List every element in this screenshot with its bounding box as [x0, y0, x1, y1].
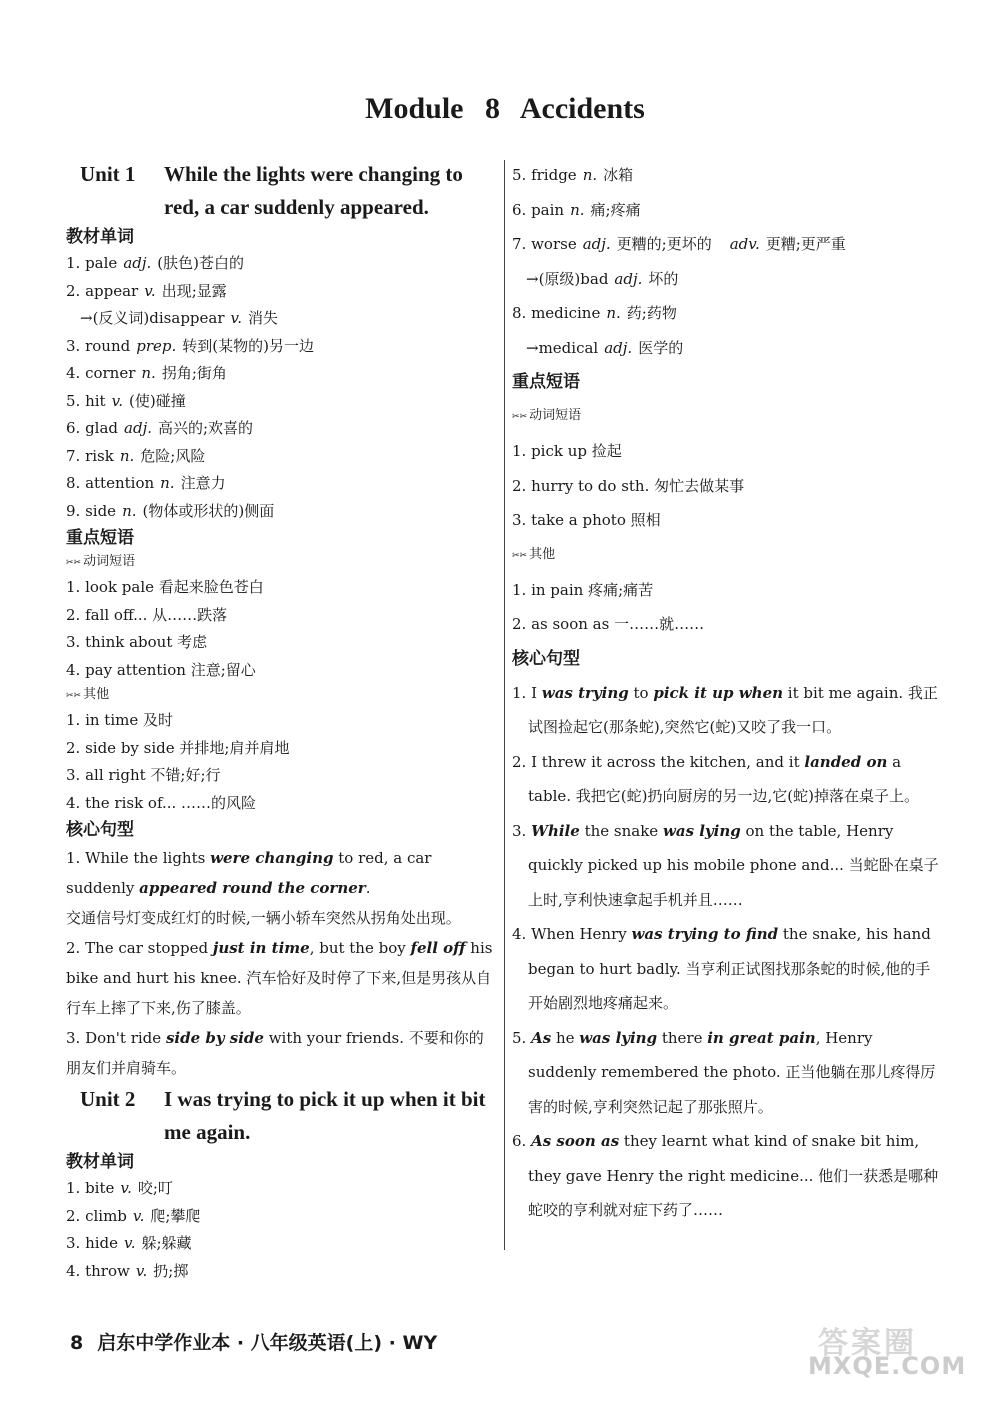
- phrase-item: 2. side by side 并排地;肩并肩地: [66, 738, 290, 757]
- vocab-item: 9. side n. (物体或形状的)侧面: [66, 501, 275, 520]
- bullet-marker-icon: ✂✂: [512, 550, 528, 561]
- page-footer: [70, 1328, 437, 1355]
- unit1-vocab-list: [66, 250, 498, 525]
- sentence-item: 4. When Henry was trying to find the snake, his hand began to hurt badly. 当亨利正试图找那条蛇的时候,他的手开始剧烈地疼痛起来。: [512, 925, 931, 1012]
- phrase-item: 3. take a photo 照相: [512, 511, 661, 529]
- phrase-item: 4. pay attention 注意;留心: [66, 660, 256, 679]
- vocab-item: 1. bite v. 咬;叮: [66, 1179, 173, 1197]
- right-column: [512, 158, 942, 1228]
- unit1-heading: While the lights were changing to red, a car suddenly appeared.: [164, 162, 463, 219]
- vocab-item: →(反义词)disappear v. 消失: [80, 309, 278, 327]
- phrase-item: 2. hurry to do sth. 匆忙去做某事: [512, 476, 745, 495]
- phrase-item: 1. in pain 疼痛;痛苦: [512, 580, 654, 599]
- sentence-item: 2. The car stopped just in time, but the boy fell off his bike and hurt his knee. 汽车恰好及时停了下来,但是男孩从自行车上摔了下来,伤了膝盖。: [66, 939, 493, 1017]
- sentence-item: 2. I threw it across the kitchen, and it landed on a table. 我把它(蛇)扔向厨房的另一边,它(蛇)掉落在桌子上。: [512, 752, 919, 805]
- unit1-title: [66, 158, 498, 224]
- unit1-sentence-heading: 核心句型: [66, 820, 134, 840]
- vocab-item: 5. hit v. (使)碰撞: [66, 391, 186, 410]
- page-number: 8: [70, 1332, 84, 1354]
- unit2-other-label: ✂✂ 其他: [512, 546, 556, 562]
- unit1-other-label: ✂✂ 其他: [66, 687, 110, 702]
- sentence-item: 1. I was trying to pick it up when it bit me again. 我正试图捡起它(那条蛇),突然它(蛇)又咬了我一口。: [512, 683, 938, 736]
- vocab-item: 6. glad adj. 高兴的;欢喜的: [66, 419, 254, 437]
- watermark-logo: 答案圈: [818, 1326, 917, 1361]
- vocab-item: →medical adj. 医学的: [526, 338, 684, 357]
- phrase-item: 2. as soon as 一……就……: [512, 615, 705, 633]
- phrase-item: 1. pick up 捡起: [512, 442, 622, 460]
- watermark-text: MXQE.COM: [808, 1352, 967, 1380]
- book-title: 启东中学作业本 · 八年级英语(上) · WY: [97, 1332, 438, 1354]
- vocab-item: 8. medicine n. 药;药物: [512, 304, 677, 322]
- sentence-item: 3. While the snake was lying on the table, Henry quickly picked up his mobile phone and... 当蛇卧在桌子上时,亨利快速拿起手机并且……: [512, 821, 939, 909]
- unit1-verb-phrase-label: ✂✂ 动词短语: [66, 554, 136, 569]
- phrase-item: 1. in time 及时: [66, 711, 173, 729]
- vocab-item: 3. round prep. 转到(某物的)另一边: [66, 336, 314, 355]
- bullet-marker-icon: ✂✂: [512, 412, 528, 422]
- bullet-marker-icon: ✂✂: [66, 558, 82, 568]
- vocab-item: 4. corner n. 拐角;街角: [66, 364, 227, 382]
- phrase-item: 2. fall off... 从……跌落: [66, 605, 228, 624]
- vocab-item: 5. fridge n. 冰箱: [512, 166, 634, 184]
- unit1-vocab-heading: 教材单词: [66, 227, 134, 247]
- vocab-item: →(原级)bad adj. 坏的: [526, 269, 679, 288]
- vocab-item: 3. hide v. 躲;躲藏: [66, 1234, 192, 1252]
- vocab-item: 7. worse adj. 更糟的;更坏的 adv. 更糟;更严重: [512, 235, 846, 253]
- vocab-item: 2. appear v. 出现;显露: [66, 281, 227, 300]
- unit2-verb-phrase-label: ✂✂ 动词短语: [512, 408, 582, 423]
- vocab-item: 7. risk n. 危险;风险: [66, 446, 206, 465]
- sentence-item: 6. As soon as they learnt what kind of snake bit him, they gave Henry the right medicine... 他们一获悉是哪种蛇咬的亨利就对症下药了……: [512, 1132, 939, 1219]
- vocab-item: 6. pain n. 痛;疼痛: [512, 200, 641, 219]
- unit2-sentence-heading: 核心句型: [512, 648, 580, 669]
- unit2-vocab-heading: 教材单词: [66, 1152, 134, 1172]
- unit2-heading: I was trying to pick it up when it bit me again.: [164, 1087, 486, 1144]
- left-column: [66, 158, 498, 1285]
- unit2-phrase-heading: 重点短语: [512, 372, 580, 392]
- bullet-marker-icon: ✂✂: [66, 691, 82, 701]
- vocab-item: 8. attention n. 注意力: [66, 474, 226, 492]
- vocab-item: 1. pale adj. (肤色)苍白的: [66, 254, 244, 272]
- phrase-item: 3. think about 考虑: [66, 633, 208, 651]
- phrase-item: 4. the risk of... ……的风险: [66, 793, 257, 812]
- unit2-title: [66, 1083, 498, 1149]
- column-divider: [504, 160, 505, 1250]
- phrase-item: 1. look pale 看起来脸色苍白: [66, 578, 264, 596]
- page-title: Module 8 Accidents: [365, 92, 645, 125]
- sentence-item: 5. As he was lying there in great pain, Henry suddenly remembered the photo. 正当他躺在那儿疼得厉害的时候,亨利突然记起了那张照片。: [512, 1028, 936, 1116]
- sentence-item: 3. Don't ride side by side with your friends. 不要和你的朋友们并肩骑车。: [66, 1029, 484, 1077]
- vocab-item: 4. throw v. 扔;掷: [66, 1261, 189, 1280]
- sentence-item: 1. While the lights were changing to red, a car suddenly appeared round the corner. 交通信号灯变成红灯的时候,一辆小轿车突然从拐角处出现。: [66, 849, 461, 927]
- vocab-item: 2. climb v. 爬;攀爬: [66, 1206, 201, 1225]
- unit2-number: Unit 2: [80, 1087, 136, 1111]
- unit1-number: Unit 1: [80, 162, 136, 186]
- phrase-item: 3. all right 不错;好;行: [66, 766, 221, 784]
- unit1-phrase-heading: 重点短语: [66, 528, 134, 548]
